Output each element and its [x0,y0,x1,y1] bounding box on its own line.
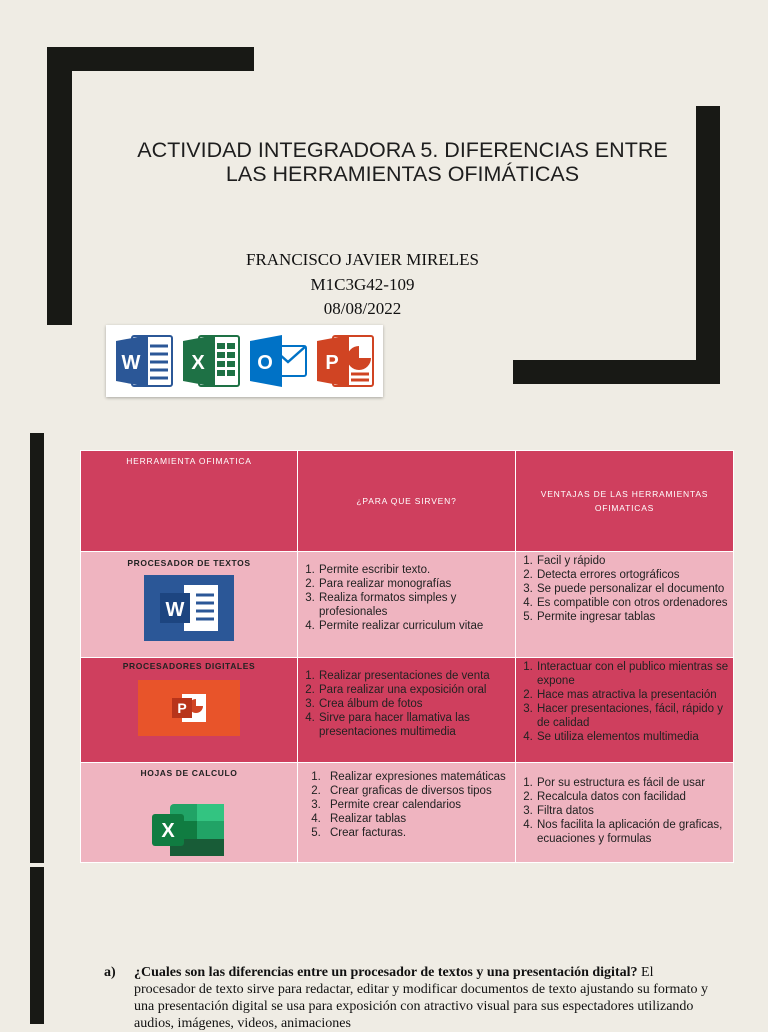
list-item: 2. Hace mas atractiva la presentación [536,688,733,702]
tool-cell [81,552,298,658]
uses-cell [298,658,516,763]
outlook-icon [248,332,308,390]
list-item: 1. Por su estructura es fácil de usar [536,776,733,790]
uses-list [298,563,515,633]
question-title: ¿Cuales son las diferencias entre un procesador de textos y una presentación digital? [134,965,638,980]
header-advantages: VENTAJAS DE LAS HERRAMIENTAS OFIMATICAS [516,451,734,552]
list-item: 4. Sirve para hacer llamativa las presentaciones multimedia [318,711,515,739]
tool-cell [81,763,298,863]
excel-icon [181,332,241,390]
question-answer: El procesador de texto sirve para redactar, editar y modificar documentos de texto ajustando su formato y una presentación digital se usa para exposición con atractivo visual para sus espectadores utilizando audios, imágenes, videos, animaciones [134,965,709,1031]
table-row [81,552,734,658]
excel-icon [152,804,226,856]
list-item: 3. Hacer presentaciones, fácil, rápido y de calidad [536,702,733,730]
advantages-cell [516,552,734,658]
header-uses: ¿PARA QUE SIRVEN? [298,451,516,552]
svg-text:P: P [325,352,340,374]
list-item: 1. Realizar presentaciones de venta [318,669,515,683]
list-item: 4. Nos facilita la aplicación de graficas, ecuaciones y formulas [536,818,733,846]
tool-name: HOJAS DE CALCULO [140,768,238,778]
list-item: 1. Permite escribir texto. [318,563,515,577]
list-item: 3. Se puede personalizar el documento [536,582,733,596]
page-title [90,138,715,186]
uses-cell [298,552,516,658]
list-item: 4. Permite realizar curriculum vitae [318,619,515,633]
list-item: 4. Es compatible con otros ordenadores [536,596,733,610]
frame-bar-top-left-horizontal [47,47,254,71]
svg-text:P: P [177,700,187,716]
tool-name: PROCESADORES DIGITALES [122,661,256,671]
list-item: 3. Permite crear calendarios [324,798,515,812]
tool-cell [81,658,298,763]
question-text [134,964,708,1032]
list-item: 4. Realizar tablas [324,812,515,826]
question-block [104,964,709,1032]
header-tool: HERRAMIENTA OFIMATICA [81,451,298,552]
list-item: 1. Realizar expresiones matemáticas [324,770,515,784]
list-item: 2. Para realizar una exposición oral [318,683,515,697]
uses-list [298,770,515,840]
list-item: 1. Interactuar con el publico mientras se expone [536,660,733,688]
list-item: 2. Recalcula datos con facilidad [536,790,733,804]
author-name: FRANCISCO JAVIER MIRELES [245,250,479,269]
frame-bar-top-left-vertical [47,47,72,325]
list-item: 5. Crear facturas. [324,826,515,840]
uses-list [298,669,515,739]
table-row [81,763,734,863]
table-row [81,658,734,763]
powerpoint-icon [138,680,240,736]
list-item: 3. Realiza formatos simples y profesionales [318,591,515,619]
advantages-list [516,776,733,846]
slide2-left-bar-upper [30,433,44,863]
title-line-2: LAS HERRAMIENTAS OFIMÁTICAS [225,162,580,186]
advantages-cell [516,763,734,863]
svg-text:X: X [191,352,205,374]
tools-comparison-table [80,450,734,863]
frame-bar-bottom-right-horizontal [513,360,720,384]
list-item: 3. Crea álbum de fotos [318,697,515,711]
list-item: 1. Facil y rápido [536,554,733,568]
powerpoint-icon [315,332,375,390]
word-icon [144,575,234,641]
advantages-list [516,660,733,744]
list-item: 5. Permite ingresar tablas [536,610,733,624]
tool-name: PROCESADOR DE TEXTOS [127,558,251,568]
list-item: 2. Crear graficas de diversos tipos [324,784,515,798]
author-group: M1C3G42-109 [310,274,415,294]
list-item: 3. Filtra datos [536,804,733,818]
uses-cell [298,763,516,863]
author-block [200,248,525,322]
table-header-row [81,451,734,552]
list-item: 4. Se utiliza elementos multimedia [536,730,733,744]
office-logos-strip [106,325,383,397]
svg-text:W: W [121,352,141,374]
word-icon [114,332,174,390]
slide2-left-bar-lower [30,867,44,1024]
advantages-cell [516,658,734,763]
author-date: 08/08/2022 [323,299,402,318]
svg-text:X: X [161,820,175,842]
svg-text:W: W [165,599,185,621]
question-marker: a) [104,965,116,980]
advantages-list [516,554,733,624]
svg-text:O: O [257,352,273,374]
title-line-1: ACTIVIDAD INTEGRADORA 5. DIFERENCIAS ENTRE [137,138,668,162]
list-item: 2. Detecta errores ortográficos [536,568,733,582]
list-item: 2. Para realizar monografías [318,577,515,591]
